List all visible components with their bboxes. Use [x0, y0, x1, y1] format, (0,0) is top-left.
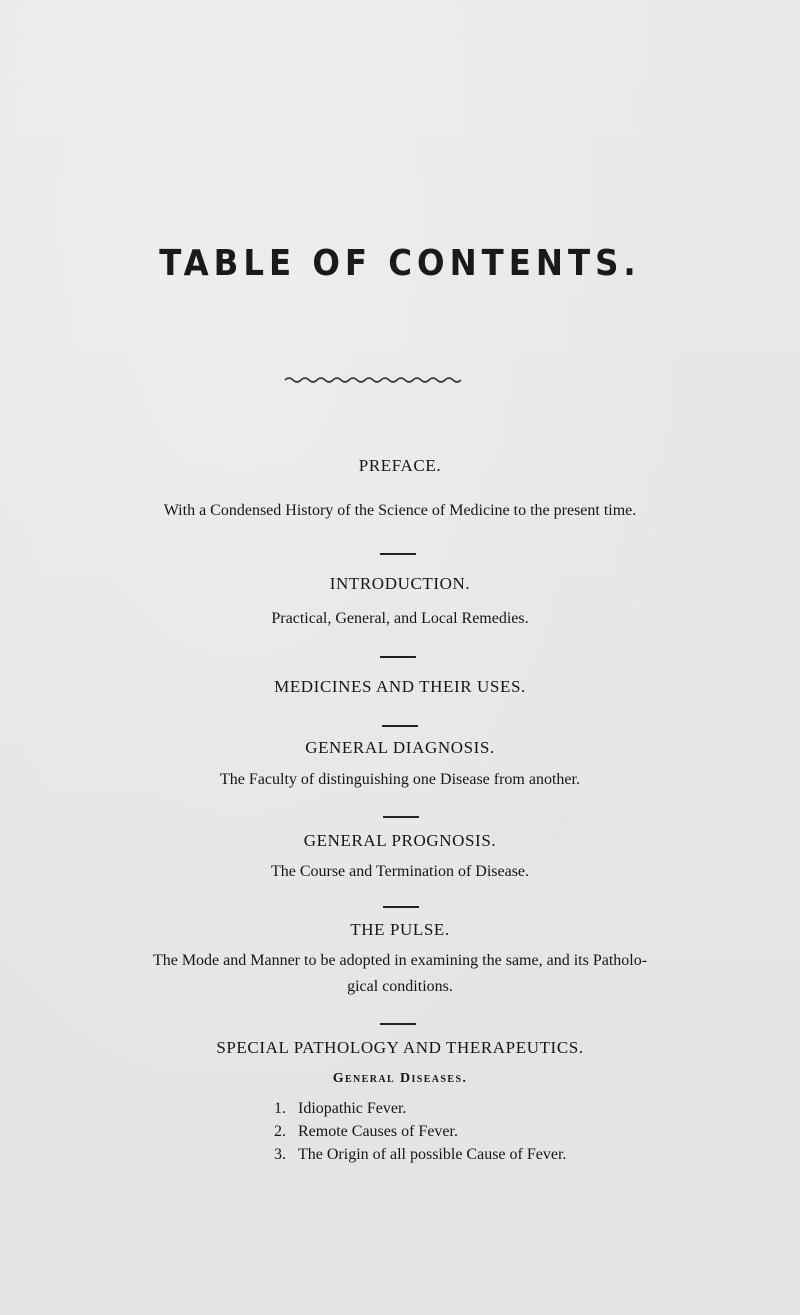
section-divider: [382, 725, 418, 727]
list-item: [268, 1097, 566, 1120]
introduction-subtitle: Practical, General, and Local Remedies.: [271, 610, 529, 627]
disease-list: [268, 1097, 566, 1166]
introduction-heading: INTRODUCTION.: [329, 574, 471, 593]
list-item: [268, 1143, 566, 1166]
section-divider: [380, 656, 416, 658]
prognosis-heading: GENERAL PROGNOSIS.: [303, 831, 497, 850]
prognosis-subtitle: The Course and Termination of Disease.: [270, 863, 530, 880]
general-diseases-subheading: General Diseases.: [332, 1071, 468, 1086]
pulse-heading: THE PULSE.: [350, 920, 450, 939]
section-divider: [383, 906, 419, 908]
section-divider: [380, 553, 416, 555]
special-pathology-heading: SPECIAL PATHOLOGY AND THERAPEUTICS.: [216, 1038, 584, 1057]
preface-heading: PREFACE.: [358, 456, 442, 475]
medicines-heading: MEDICINES AND THEIR USES.: [274, 677, 526, 696]
list-item-number: 1.: [274, 1100, 286, 1117]
diagnosis-heading: GENERAL DIAGNOSIS.: [305, 738, 495, 757]
list-item-text: Remote Causes of Fever.: [298, 1123, 458, 1140]
list-item: [268, 1120, 566, 1143]
diagnosis-subtitle: The Faculty of distinguishing one Disease from another.: [220, 771, 580, 788]
pulse-subtitle-line-2: gical conditions.: [347, 978, 453, 995]
wavy-rule-ornament-icon: [283, 372, 463, 386]
pulse-subtitle-line-1: The Mode and Manner to be adopted in examining the same, and its Patholo-: [152, 952, 648, 969]
section-divider: [383, 816, 419, 818]
section-divider: [380, 1023, 416, 1025]
preface-subtitle: With a Condensed History of the Science of Medicine to the present time.: [163, 502, 637, 519]
list-item-text: The Origin of all possible Cause of Fever.: [298, 1146, 567, 1163]
list-item-number: 2.: [274, 1123, 286, 1140]
page-title: TABLE OF CONTENTS.: [159, 243, 641, 284]
list-item-text: Idiopathic Fever.: [298, 1100, 407, 1117]
list-item-number: 3.: [274, 1146, 286, 1163]
